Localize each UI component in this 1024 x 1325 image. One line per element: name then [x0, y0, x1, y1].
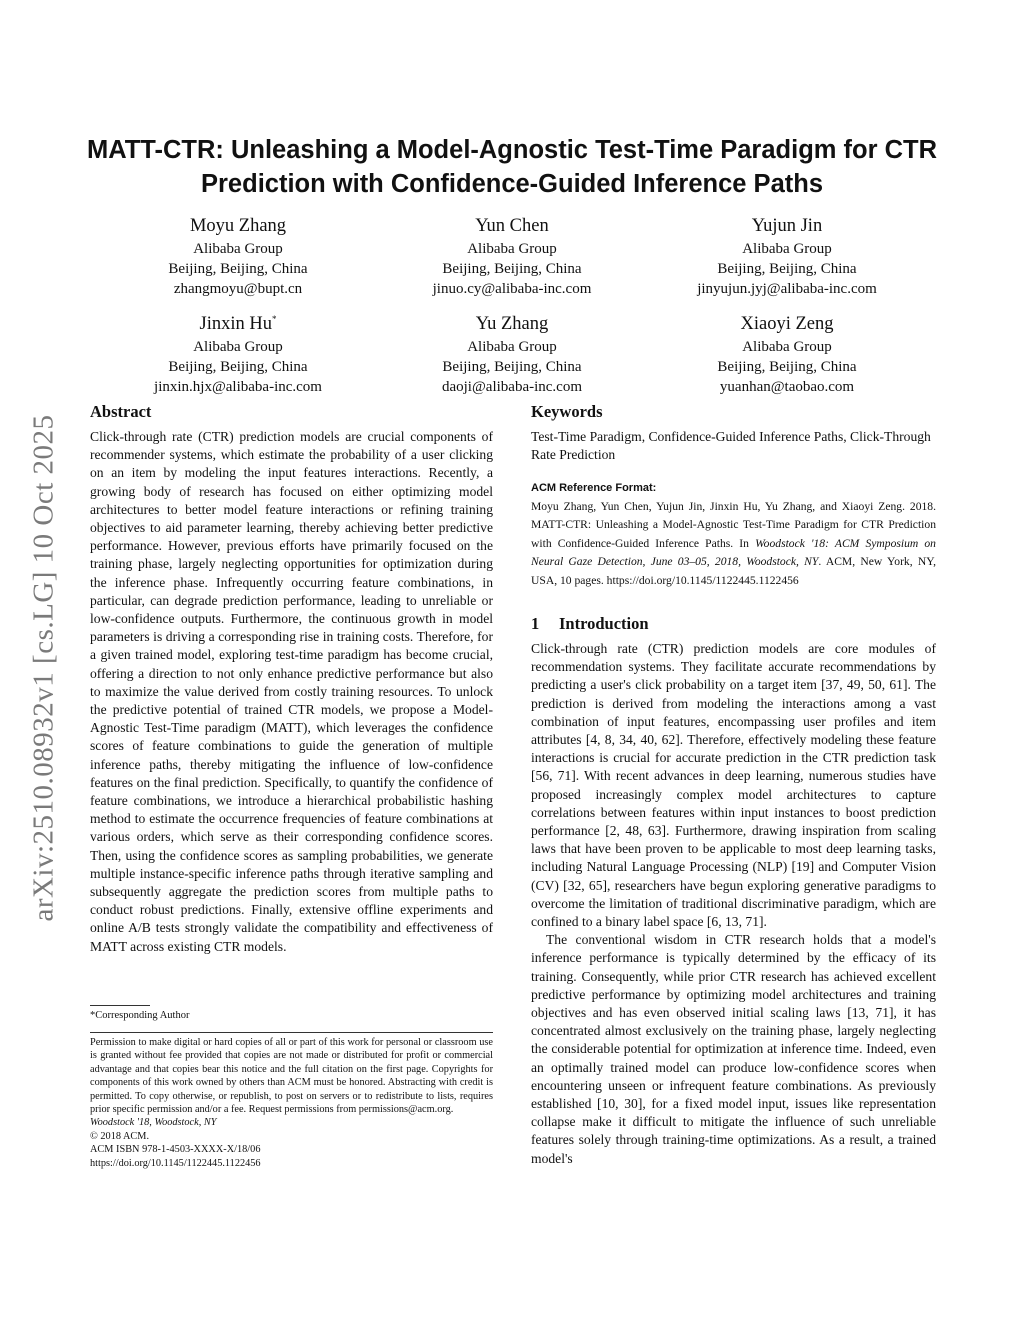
- author-block: [657, 306, 917, 397]
- permission-divider: [90, 1032, 493, 1033]
- isbn-line: ACM ISBN 978-1-4503-XXXX-X/18/06: [90, 1144, 261, 1156]
- abstract-body: Click-through rate (CTR) prediction models are crucial components of recommender systems, which estimate the probability of a user clicking on an item by modeling the input features interactions. Recently, a growing body of research has focused on either optimizing model architectures to better model feature interactions or refining training objectives to aid parameter learning, thereby achieving better predictive performance. However, previous efforts have primarily focused on the training phase, largely neglecting opportunities for optimization during the inference phase. Infrequently occurring feature combinations, in particular, can degrade prediction performance, leading to unreliable or low-confidence outputs. Furthermore, the continuous growth in model parameters is driving a corresponding rise in training costs. Therefore, for a given trained model, exploring test-time paradigm has become crucial, offering a direction to not only enhance predictive performance but also to maximize the value derived from costly training resources. To unlock the predictive potential of trained CTR models, we propose a Model-Agnostic Test-Time paradigm (MATT), which leverages the confidence scores of feature combinations to guide the generation of multiple inference paths, thereby mitigating the influence of low-confidence features on the final prediction. Specifically, to quantify the confidence of feature combinations, we introduce a hierarchical probabilistic hashing method to estimate the occurrence frequencies of feature combinations at various orders, which serve as their corresponding confidence scores. Then, using the confidence scores as sampling probabilities, we generate multiple instance-specific inference paths through iterative sampling and subsequently aggregate the prediction scores from multiple paths to conduct robust predictions. Finally, extensive offline experiments and online A/B tests strongly validate the compatibility and effectiveness of MATT across existing CTR models.: [90, 429, 493, 954]
- acm-reference-venue: Woodstock '18: ACM Symposium on Neural Gaze Detection, June 03–05, 2018, Woodstock, NY: [531, 536, 936, 569]
- author-email: zhangmoyu@bupt.cn: [173, 281, 303, 298]
- author-email: yuanhan@taobao.com: [719, 379, 855, 396]
- author-email: daoji@alibaba-inc.com: [441, 379, 582, 396]
- author-email: jinxin.hjx@alibaba-inc.com: [154, 379, 322, 396]
- author-email: jinyujun.jyj@alibaba-inc.com: [697, 281, 877, 298]
- author-location: Beijing, Beijing, China: [717, 261, 857, 278]
- author-affiliation: Alibaba Group: [467, 339, 557, 356]
- introduction-body: [531, 640, 936, 1168]
- abstract-heading: Abstract: [90, 402, 152, 421]
- footnote-divider: [90, 1005, 150, 1006]
- permission-block: [90, 1036, 493, 1170]
- author-block: [657, 208, 917, 299]
- author-name: Xiaoyi Zeng: [740, 314, 834, 335]
- keywords-heading: Keywords: [531, 402, 603, 421]
- acm-reference-text-end: . ACM, New York, NY, USA, 10 pages. https://doi.org/10.1145/1122445.1122456: [531, 555, 937, 587]
- author-name: Yujun Jin: [751, 216, 823, 237]
- section-title: Introduction: [559, 614, 649, 633]
- section-number: 1: [531, 614, 540, 633]
- author-location: Beijing, Beijing, China: [442, 261, 582, 278]
- doi-line: https://doi.org/10.1145/1122445.1122456: [90, 1157, 261, 1169]
- author-name: Moyu Zhang: [189, 216, 287, 237]
- author-affiliation: Alibaba Group: [467, 241, 557, 258]
- author-name: Yun Chen: [475, 216, 549, 237]
- author-affiliation: Alibaba Group: [193, 241, 283, 258]
- acm-reference-body: [531, 498, 936, 590]
- acm-reference-label: ACM Reference Format:: [531, 482, 657, 494]
- arxiv-identifier-stamp: arXiv:2510.08932v1 [cs.LG] 10 Oct 2025: [27, 414, 60, 922]
- author-email: jinuo.cy@alibaba-inc.com: [432, 281, 592, 298]
- author-location: Beijing, Beijing, China: [442, 359, 582, 376]
- author-block: [382, 306, 642, 397]
- corresponding-author-footnote: *Corresponding Author: [90, 1010, 190, 1021]
- author-location: Beijing, Beijing, China: [168, 359, 308, 376]
- paragraph: The conventional wisdom in CTR research holds that a model's inference performance is typically determined by the efficacy of its training. Consequently, while prior CTR research has achieved excellent predictive performance by optimizing model architectures and training objectives and has even observed initial scaling laws [13, 71], it has concentrated almost exclusively on the training phase, largely neglecting the considerable potential for optimization at inference time. Indeed, even an optimally trained model can produce low-confidence scores when encountering unseen or infrequent feature combinations. As previously established [10, 30], for a fixed model input, issues like representation collapse make it difficult to mitigate the influence of such unreliable features solely through training-time optimizations. As a result, a trained model's: [531, 932, 936, 1166]
- author-mark: *: [271, 314, 277, 324]
- keywords-body: Test-Time Paradigm, Confidence-Guided Inference Paths, Click-Through Rate Prediction: [531, 429, 931, 463]
- author-name: Jinxin Hu: [199, 314, 272, 335]
- introduction-heading: [531, 613, 649, 635]
- paragraph: Click-through rate (CTR) prediction models are core modules of recommendation systems. They facilitate accurate recommendations by predicting a user's click probability on a target item [37, 49, 50, 61]. The prediction is derived from modeling the interactions among a vast combination of input features, encompassing user profiles and item attributes [4, 8, 34, 40, 62]. Therefore, effectively modeling these feature interactions is crucial for accurate prediction in the CTR prediction task [56, 71]. With recent advances in deep learning, numerous studies have proposed increasingly complex model architectures to capture correlations between features within input instances to boost prediction performance [2, 48, 63]. Furthermore, drawing inspiration from scaling laws that have been proven to be applicable to most deep learning tasks, including Natural Language Processing (NLP) [19] and Computer Vision (CV) [32, 65], researchers have begun exploring generative paradigms to overcome the limitation of traditional discriminative paradigm, which are confined to a binary label space [6, 13, 71].: [531, 641, 936, 930]
- permission-text: Permission to make digital or hard copies of all or part of this work for personal or classroom use is granted without fee provided that copies are not made or distributed for profit or commercial advantage and that copies bear this notice and the full citation on the first page. Copyrights for components of this work owned by others than ACM must be honored. Abstracting with credit is permitted. To copy otherwise, or republish, to post on servers or to redistribute to lists, requires prior specific permission and/or a fee. Request permissions from permissions@acm.org.: [90, 1037, 493, 1116]
- author-location: Beijing, Beijing, China: [717, 359, 857, 376]
- author-block: [108, 306, 368, 397]
- author-affiliation: Alibaba Group: [742, 339, 832, 356]
- author-block: [108, 208, 368, 299]
- author-name: Yu Zhang: [475, 314, 549, 335]
- copyright-line: © 2018 ACM.: [90, 1130, 150, 1142]
- author-affiliation: Alibaba Group: [193, 339, 283, 356]
- author-block: [382, 208, 642, 299]
- venue-line: Woodstock '18, Woodstock, NY: [90, 1117, 217, 1129]
- author-affiliation: Alibaba Group: [742, 241, 832, 258]
- paper-title: MATT-CTR: Unleashing a Model-Agnostic Test-Time Paradigm for CTR Prediction with Confidence-Guided Inference Paths: [86, 136, 938, 198]
- author-location: Beijing, Beijing, China: [168, 261, 308, 278]
- acm-reference-text: Moyu Zhang, Yun Chen, Yujun Jin, Jinxin Hu, Yu Zhang, and Xiaoyi Zeng. 2018. MATT-CTR: Unleashing a Model-Agnostic Test-Time Paradigm for CTR Prediction with Confidence-Guided Inference Paths. In: [531, 500, 936, 550]
